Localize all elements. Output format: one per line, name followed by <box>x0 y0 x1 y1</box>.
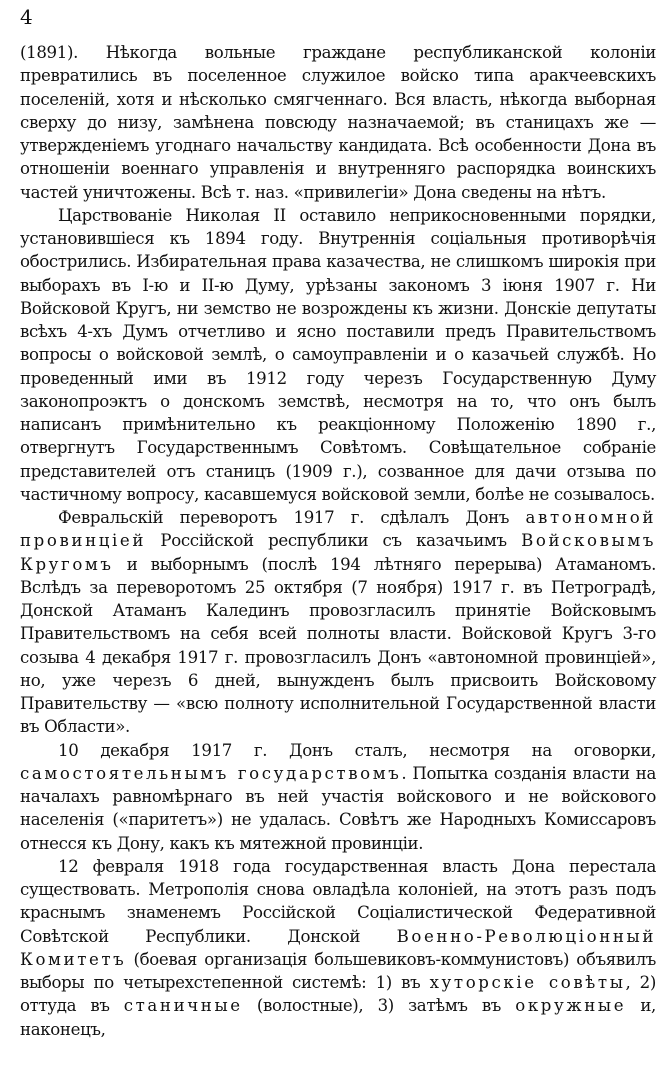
body-text <box>20 41 656 1041</box>
paragraph <box>20 855 656 1041</box>
text-segment: Россійской республики съ казачьимъ <box>146 531 522 551</box>
page-number: 4 <box>20 5 33 29</box>
text-segment: . Попытка созданія власти на началахъ равномѣрнаго въ ней участія войскового и не войскового населенія («паритетъ») не удалась. Совѣтъ же Народныхъ Комиссаровъ отнесся къ Дону, какъ къ мятежной провинціи. <box>20 763 656 853</box>
emphasized-text: хуторскіе совѣты <box>429 973 626 992</box>
paragraph <box>20 41 656 204</box>
text-segment: (1891). Нѣкогда вольные граждане республиканской колоніи превратились въ поселенное служилое войско типа аракчеевскихъ поселеній, хотя и нѣсколько смягченнаго. Вся власть, нѣкогда выборная сверху до низу, замѣнена повсюду назначаемой; въ станицахъ же — утвержденіемъ угоднаго начальству кандидата. Всѣ особенности Дона въ отношеніи военнаго управленія и внутренняго распорядка воинскихъ частей уничтожены. Всѣ т. наз. «привилегіи» Дона сведены на нѣтъ. <box>20 43 656 202</box>
text-segment: и, наконецъ, <box>20 996 656 1039</box>
text-segment: (боевая организація большевиковъ-коммунистовъ) объявилъ выборы по четырехстепенной системѣ: 1) въ <box>20 949 656 992</box>
paragraph <box>20 204 656 506</box>
emphasized-text: самостоятельнымъ государствомъ <box>20 763 402 783</box>
emphasized-text: Войсковымъ Кругомъ <box>20 531 656 574</box>
emphasized-text: окружные <box>515 996 627 1016</box>
text-segment: и выборнымъ (послѣ 194 лѣтняго перерыва) Атаманомъ. Вслѣдъ за переворотомъ 25 октября (7 ноября) 1917 г. въ Петроградѣ, Донской Атаманъ Калединъ провозгласилъ принятіе Войсковымъ Правительствомъ на себя всей полноты власти. Войсковой Кругъ 3-го созыва 4 декабря 1917 г. провозгласилъ Донъ «автономной провинціей», но, уже черезъ 6 дней, вынужденъ былъ присвоить Войсковому Правительству — «всю полноту исполнительной Государственной власти въ Области». <box>20 554 656 737</box>
emphasized-text: Военно-Революціонный Комитетъ <box>20 926 656 969</box>
text-segment: , 2) оттуда въ <box>20 973 656 1016</box>
text-segment: (волостные), 3) затѣмъ въ <box>242 996 516 1016</box>
text-segment: Царствованіе Николая II оставило неприкосновенными порядки, установившіеся къ 1894 году. Внутреннія соціальныя противорѣчія обострились. Избирательная права казачества, не слишкомъ широкія при выборахъ въ I-ю и II-ю Думу, урѣзаны закономъ 3 іюня 1907 г. Ни Войсковой Кругъ, ни земство не возрождены къ жизни. Донскіе депутаты всѣхъ 4-хъ Думъ отчетливо и ясно поставили предъ Правительствомъ вопросы о войсковой землѣ, о самоуправленіи и о казачьей службѣ. Но проведенный ими въ 1912 году черезъ Государственную Думу законопроэктъ о донскомъ земствѣ, несмотря на то, что онъ былъ написанъ примѣнительно къ реакціонному Положенію 1890 г., отвергнутъ Государственнымъ Совѣтомъ. Совѣщательное собраніе представителей отъ станицъ (1909 г.), созванное для дачи отзыва по частичному вопросу, касавшемуся войсковой земли, болѣе не созывалось. <box>20 205 656 504</box>
emphasized-text: станичные <box>123 996 243 1016</box>
paragraph <box>20 506 656 739</box>
emphasized-text: автономной провинціей <box>20 508 656 551</box>
text-segment: Февральскій переворотъ 1917 г. сдѣлалъ Донъ <box>58 508 526 527</box>
paragraph <box>20 739 656 855</box>
text-segment: 10 декабря 1917 г. Донъ сталъ, несмотря на оговорки, <box>58 740 656 760</box>
text-segment: 12 февраля 1918 года государственная власть Дона перестала существовать. Метрополія снова овладѣла колоніей, на этотъ разъ подъ краснымъ знаменемъ Россійской Соціалистической Федеративной Совѣтской Республики. Донской <box>20 856 656 946</box>
